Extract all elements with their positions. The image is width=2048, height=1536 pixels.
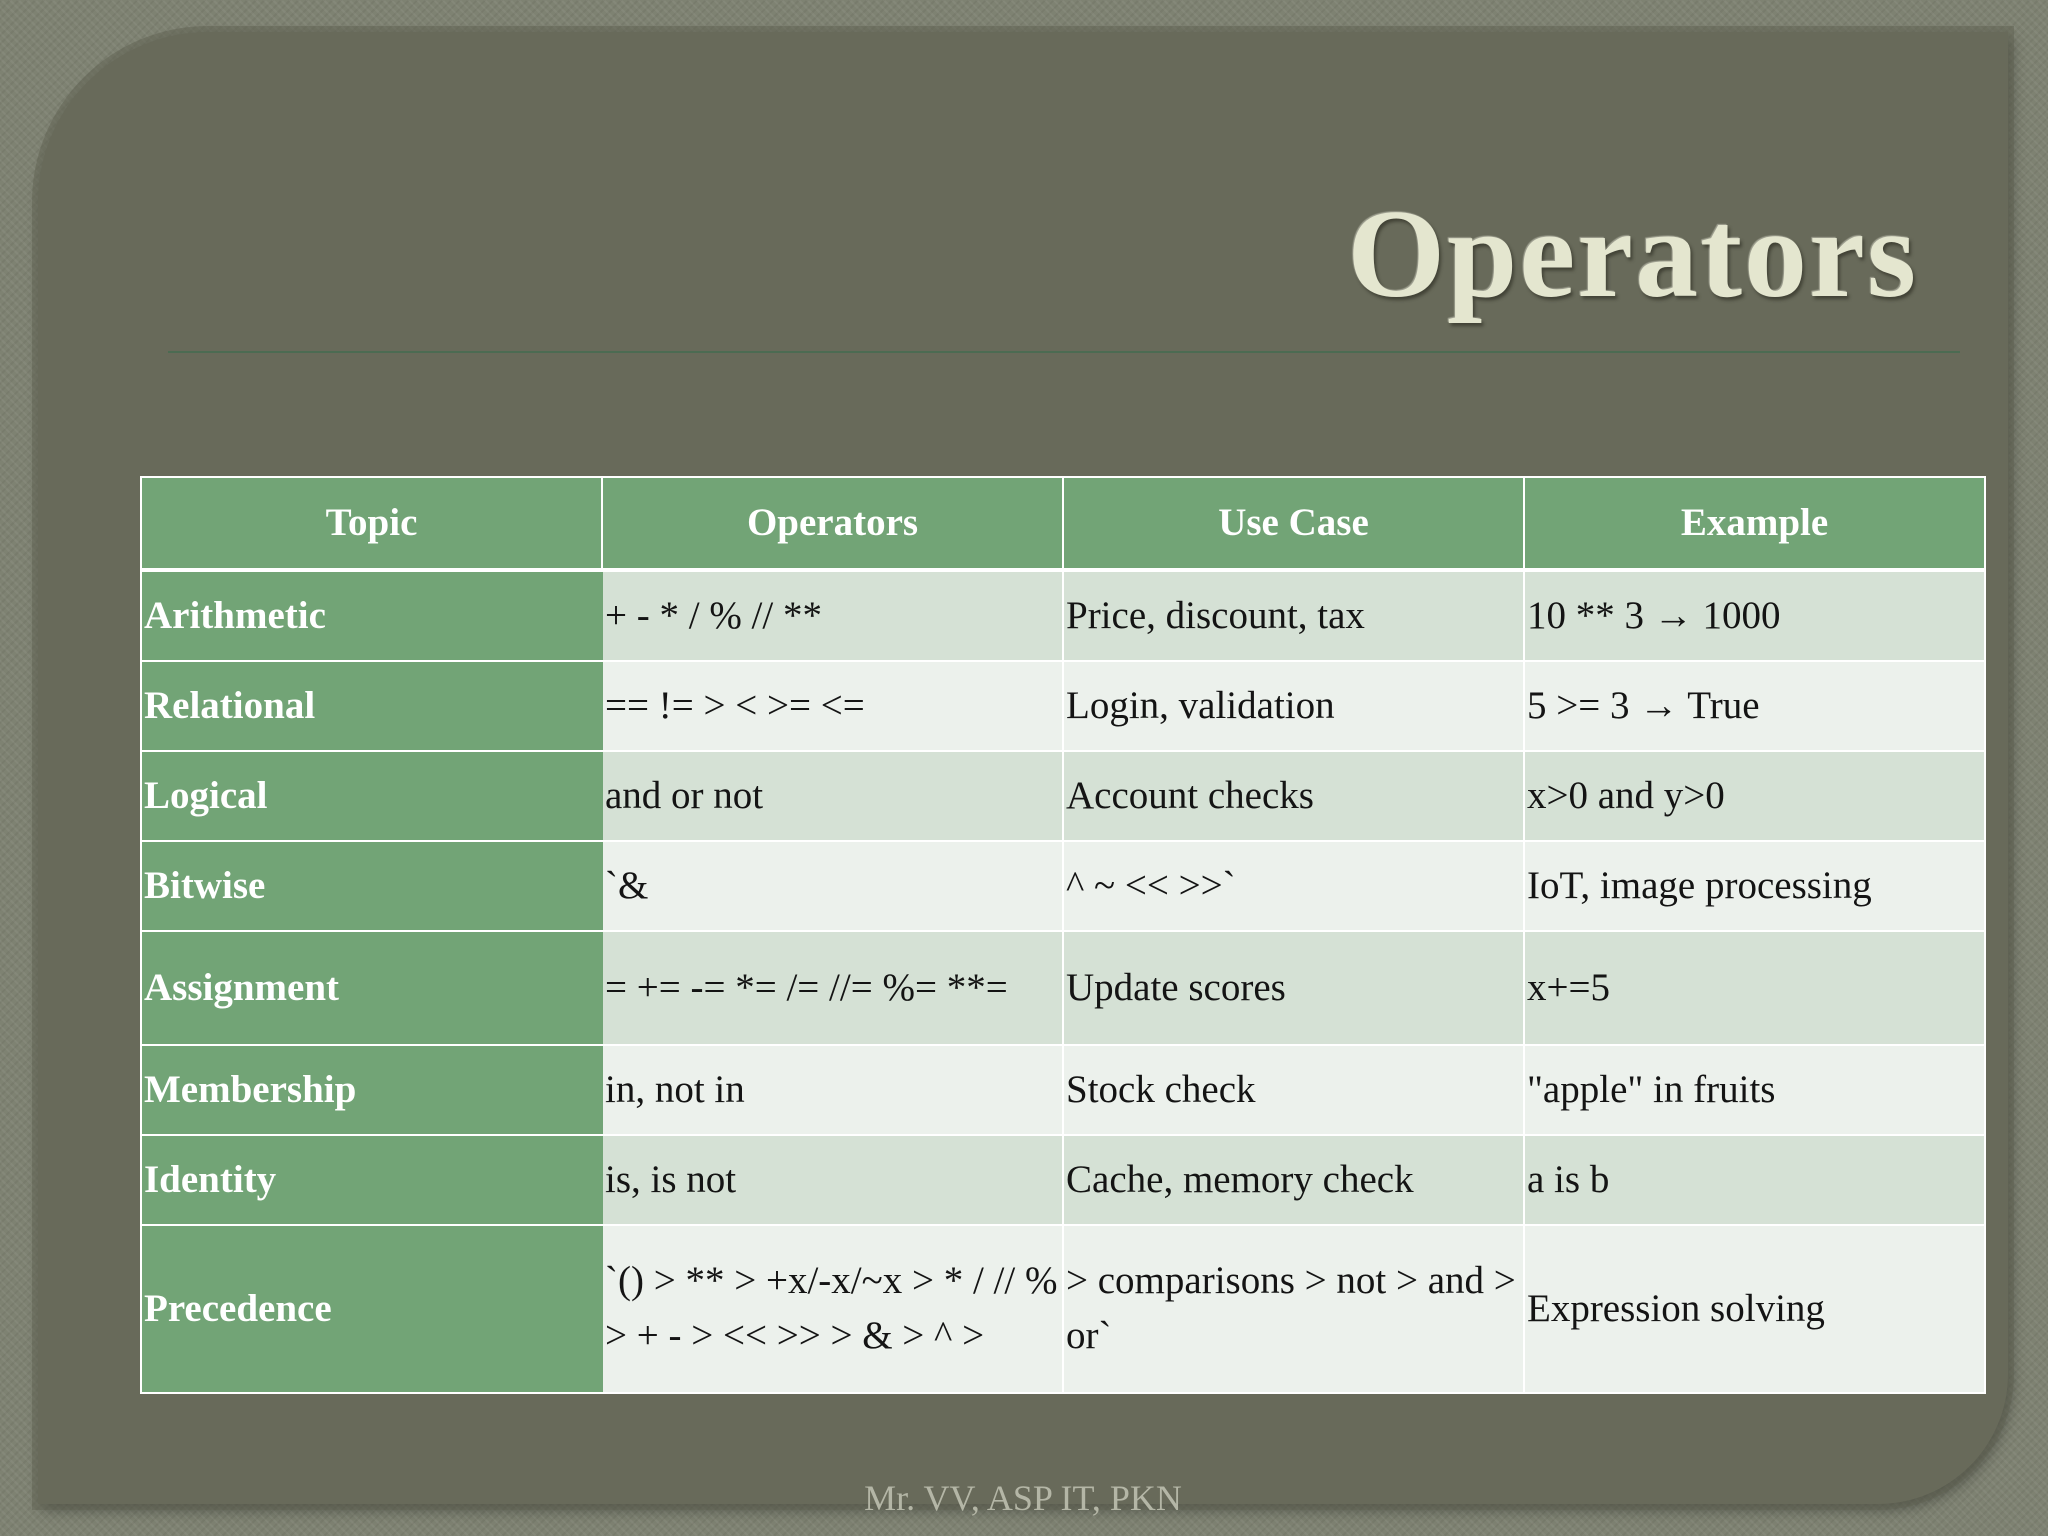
use-case-cell: Price, discount, tax bbox=[1063, 570, 1524, 661]
operators-cell: = += -= *= /= //= %= **= bbox=[602, 931, 1063, 1045]
operators-cell: == != > < >= <= bbox=[602, 661, 1063, 751]
table-row bbox=[141, 1045, 1985, 1135]
table-header-row bbox=[141, 477, 1985, 570]
example-cell: 5 >= 3 → True bbox=[1524, 661, 1985, 751]
operators-cell: + - * / % // ** bbox=[602, 570, 1063, 661]
topic-cell: Logical bbox=[141, 751, 602, 841]
operators-cell: is, is not bbox=[602, 1135, 1063, 1225]
operators-cell: `& bbox=[602, 841, 1063, 931]
operators-cell: in, not in bbox=[602, 1045, 1063, 1135]
topic-cell: Assignment bbox=[141, 931, 602, 1045]
slide bbox=[38, 32, 2008, 1518]
topic-cell: Identity bbox=[141, 1135, 602, 1225]
slide-footer: Mr. VV, ASP IT, PKN bbox=[864, 1478, 1182, 1518]
use-case-cell: Login, validation bbox=[1063, 661, 1524, 751]
example-cell: x+=5 bbox=[1524, 931, 1985, 1045]
example-cell: "apple" in fruits bbox=[1524, 1045, 1985, 1135]
slide-title: Operators bbox=[1347, 185, 1918, 324]
use-case-cell: Cache, memory check bbox=[1063, 1135, 1524, 1225]
table-row bbox=[141, 931, 1985, 1045]
table-row bbox=[141, 661, 1985, 751]
example-cell: x>0 and y>0 bbox=[1524, 751, 1985, 841]
topic-cell: Precedence bbox=[141, 1225, 602, 1393]
use-case-cell: Account checks bbox=[1063, 751, 1524, 841]
table-row bbox=[141, 751, 1985, 841]
operators-cell: and or not bbox=[602, 751, 1063, 841]
table-row bbox=[141, 1225, 1985, 1393]
column-header-operators: Operators bbox=[602, 477, 1063, 570]
example-cell: a is b bbox=[1524, 1135, 1985, 1225]
operators-cell: `() > ** > +x/-x/~x > * / // % > + - > << >> > & > ^ > bbox=[602, 1225, 1063, 1393]
example-cell: Expression solving bbox=[1524, 1225, 1985, 1393]
operators-table bbox=[140, 476, 1986, 1394]
topic-cell: Arithmetic bbox=[141, 570, 602, 661]
column-header-example: Example bbox=[1524, 477, 1985, 570]
use-case-cell: ^ ~ << >>` bbox=[1063, 841, 1524, 931]
example-cell: IoT, image processing bbox=[1524, 841, 1985, 931]
column-header-topic: Topic bbox=[141, 477, 602, 570]
column-header-use-case: Use Case bbox=[1063, 477, 1524, 570]
table-row bbox=[141, 841, 1985, 931]
topic-cell: Membership bbox=[141, 1045, 602, 1135]
topic-cell: Bitwise bbox=[141, 841, 602, 931]
use-case-cell: Update scores bbox=[1063, 931, 1524, 1045]
topic-cell: Relational bbox=[141, 661, 602, 751]
title-divider bbox=[168, 351, 1960, 353]
example-cell: 10 ** 3 → 1000 bbox=[1524, 570, 1985, 661]
table-row bbox=[141, 1135, 1985, 1225]
use-case-cell: > comparisons > not > and > or` bbox=[1063, 1225, 1524, 1393]
table-row bbox=[141, 570, 1985, 661]
use-case-cell: Stock check bbox=[1063, 1045, 1524, 1135]
